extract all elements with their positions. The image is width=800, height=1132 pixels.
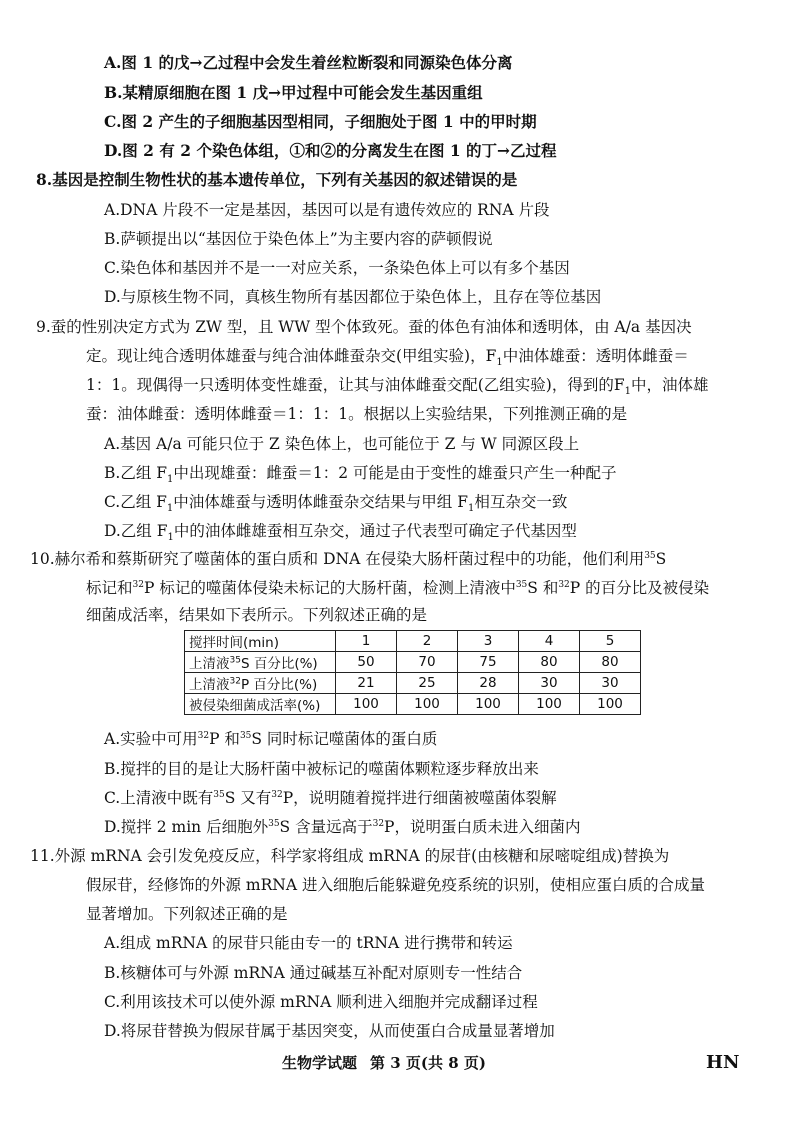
q9-option-c: C.乙组 $F_1$中油体雄蚕与透明体雌蚕杂交结果与甲组 $F_1$相互杂交一致: [104, 493, 568, 515]
table-row: [185, 652, 641, 673]
q9-stem-line-3: [86, 374, 708, 396]
q10-number: 10.: [30, 550, 55, 568]
q8-option-d: D.与原核生物不同，真核生物所有基因都位于染色体上，且存在等位基因: [104, 288, 602, 306]
q7-option-c: C.图 2 产生的子细胞基因型相同，子细胞处于图 1 中的甲时期: [104, 112, 537, 131]
table-cell: 100: [580, 694, 641, 715]
q9-stem-line-1: [36, 316, 692, 338]
table-cell: 50: [336, 652, 397, 673]
table-cell: 75: [458, 652, 519, 673]
table-header-cell: 2: [397, 631, 458, 652]
table-cell: 25: [397, 673, 458, 694]
q9-stem-line-4: 蚕：油体雌蚕：透明体雌蚕＝1：1：1。根据以上实验结果，下列推测正确的是: [86, 405, 628, 423]
q9-stem-line-2: [86, 345, 689, 367]
q8-option-a: A.DNA 片段不一定是基因，基因可以是有遗传效应的 RNA 片段: [104, 201, 550, 219]
q9-option-d: D.乙组 $F_1$中的油体雌雄蚕相互杂交，通过子代表型可确定子代基因型: [104, 522, 577, 544]
q10-results-table: [184, 630, 641, 715]
table-header-cell: 3: [458, 631, 519, 652]
q10-stem-line-1: 10.赫尔希和蔡斯研究了噬菌体的蛋白质和 DNA 在侵染大肠杆菌过程中的功能，他们利用$^{35}$S: [30, 550, 667, 568]
footer-region-code: HN: [706, 1052, 740, 1073]
q11-option-a: A.组成 mRNA 的尿苷只能由专一的 tRNA 进行携带和转运: [104, 934, 513, 952]
table-cell: 70: [397, 652, 458, 673]
q8-option-b: B.萨顿提出以“基因位于染色体上”为主要内容的萨顿假说: [104, 230, 493, 248]
footer-subject-title: 生物学试题: [282, 1054, 358, 1072]
table-header-cell: 1: [336, 631, 397, 652]
q7-option-d: D.图 2 有 2 个染色体组，①和②的分离发生在图 1 的丁→乙过程: [104, 141, 557, 160]
q11-stem-line-1: 11.外源 mRNA 会引发免疫反应，科学家将组成 mRNA 的尿苷(由核糖和尿嘧啶组成)替换为: [30, 847, 670, 865]
q9-stem-text-4: 1：1。现偶得一只透明体变性雄蚕，让其与油体雌蚕交配(乙组实验)，得到的: [86, 376, 614, 394]
q7-option-a: A.图 1 的戊→乙过程中会发生着丝粒断裂和同源染色体分离: [104, 53, 513, 72]
table-cell: 30: [519, 673, 580, 694]
q11-option-c: C.利用该技术可以使外源 mRNA 顺利进入细胞并完成翻译过程: [104, 993, 538, 1011]
q8-stem-text: 基因是控制生物性状的基本遗传单位，下列有关基因的叙述错误的是: [52, 170, 518, 189]
q10-option-b: B.搅拌的目的是让大肠杆菌中被标记的噬菌体颗粒逐步释放出来: [104, 760, 539, 778]
q9-option-b: B.乙组 $F_1$中出现雄蚕：雌蚕＝1：2 可能是由于变性的雄蚕只产生一种配子: [104, 464, 617, 486]
q8-option-c: C.染色体和基因并不是一一对应关系，一条染色体上可以有多个基因: [104, 259, 570, 277]
q9-stem-text-1: 蚕的性别决定方式为 ZW 型，且 WW 型个体致死。蚕的体色有油体和透明体，由 A/a 基因决: [50, 318, 692, 336]
table-cell: 100: [336, 694, 397, 715]
q9-option-a: A.基因 A/a 可能只位于 Z 染色体上，也可能位于 Z 与 W 同源区段上: [104, 435, 580, 453]
table-cell: 100: [397, 694, 458, 715]
q10-option-c: C.上清液中既有$^{35}$S 又有$^{32}$P，说明随着搅拌进行细菌被噬菌体裂解: [104, 789, 557, 807]
q10-option-a: A.实验中可用$^{32}$P 和$^{35}$S 同时标记噬菌体的蛋白质: [104, 730, 438, 748]
q8-number: 8.: [36, 170, 53, 189]
q9-f1: $F_1$: [485, 347, 503, 369]
q10-option-d: D.搅拌 2 min 后细胞外$^{35}$S 含量远高于$^{32}$P，说明蛋白质未进入细菌内: [104, 818, 581, 836]
table-cell: 21: [336, 673, 397, 694]
q10-stem-line-3: 细菌成活率，结果如下表所示。下列叙述正确的是: [86, 606, 428, 624]
table-cell: 28: [458, 673, 519, 694]
q7-option-b: B.某精原细胞在图 1 戊→甲过程中可能会发生基因重组: [104, 83, 483, 102]
q11-stem-line-3: 显著增加。下列叙述正确的是: [86, 905, 288, 923]
table-cell: 30: [580, 673, 641, 694]
q9-stem-text-3: 中油体雄蚕：透明体雌蚕＝: [502, 347, 689, 365]
q9-stem-text-5: 中，油体雄: [630, 376, 709, 394]
table-row: [185, 673, 641, 694]
table-cell: 100: [458, 694, 519, 715]
table-header-cell: 4: [519, 631, 580, 652]
q9-number: 9.: [36, 318, 51, 336]
table-header-cell: 搅拌时间(min): [185, 631, 336, 652]
table-cell: 80: [580, 652, 641, 673]
table-row-label: 上清液$^{32}$P 百分比(%): [185, 673, 336, 694]
table-row-label: 上清液$^{35}$S 百分比(%): [185, 652, 336, 673]
q9-stem-text-2: 定。现让纯合透明体雄蚕与纯合油体雌蚕杂交(甲组实验)，: [86, 347, 486, 365]
table-header-cell: 5: [580, 631, 641, 652]
q11-stem-line-2: 假尿苷，经修饰的外源 mRNA 进入细胞后能躲避免疫系统的识别，使相应蛋白质的合成量: [86, 876, 705, 894]
table-header-row: [185, 631, 641, 652]
q10-stem-line-2: 标记和$^{32}$P 标记的噬菌体侵染未标记的大肠杆菌，检测上清液中$^{35}$S 和$^{32}$P 的百分比及被侵染: [86, 579, 710, 597]
q11-number: 11.: [30, 847, 55, 865]
footer-page-number: 第 3 页(共 8 页): [370, 1054, 486, 1072]
q11-option-d: D.将尿苷替换为假尿苷属于基因突变，从而使蛋白合成量显著增加: [104, 1022, 555, 1040]
table-row: [185, 694, 641, 715]
q11-option-b: B.核糖体可与外源 mRNA 通过碱基互补配对原则专一性结合: [104, 964, 523, 982]
q9-f1-b: $F_1$: [613, 376, 631, 398]
table-cell: 100: [519, 694, 580, 715]
q8-stem: [36, 169, 517, 191]
table-row-label: 被侵染细菌成活率(%): [185, 694, 336, 715]
table-cell: 80: [519, 652, 580, 673]
